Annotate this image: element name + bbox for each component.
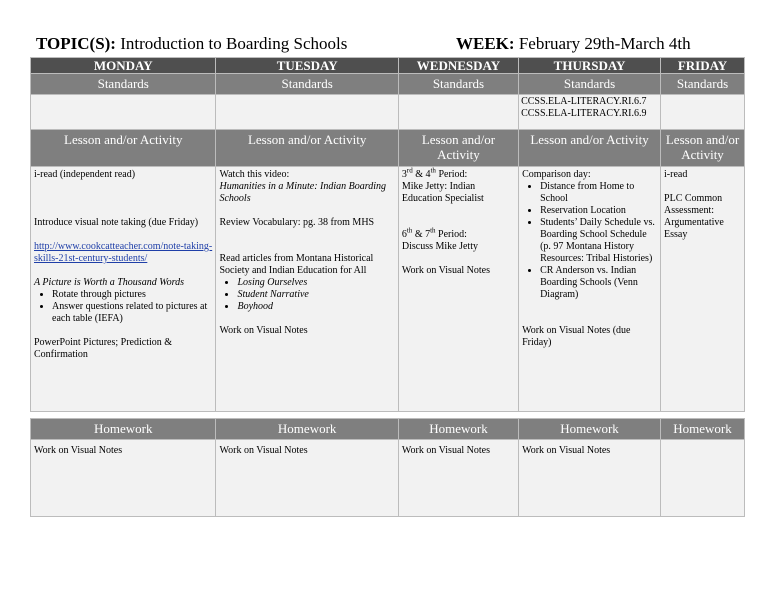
week-value: February 29th-March 4th (518, 34, 691, 53)
lesson-thursday (519, 167, 661, 412)
standards-header-thursday: Standards (519, 74, 661, 95)
lesson-header-row (31, 130, 745, 167)
homework-monday: Work on Visual Notes (31, 440, 216, 517)
lesson-header-monday: Lesson and/or Activity (31, 130, 216, 167)
lesson-text: i-read (independent read) (34, 169, 136, 180)
lesson-header-wednesday: Lesson and/or Activity (398, 130, 518, 167)
lesson-header-tuesday: Lesson and/or Activity (216, 130, 398, 167)
lesson-header-friday: Lesson and/or Activity (661, 130, 745, 167)
video-title: Humanities in a Minute: Indian Boarding Schools (219, 181, 387, 204)
standards-friday (661, 95, 745, 130)
lesson-text: Read articles from Montana Historical Society and Indian Education for All (219, 253, 374, 276)
lesson-friday (661, 167, 745, 412)
week-line (456, 34, 691, 56)
period-heading: 6th & 7th Period: (401, 226, 467, 240)
standards-header-wednesday: Standards (398, 74, 518, 95)
list-item: • Reservation Location (540, 205, 657, 217)
homework-tuesday: Work on Visual Notes (216, 440, 398, 517)
resource-link[interactable]: http://www.cookcatteacher.com/note-taking-skills-21st-century-students/ (34, 241, 213, 264)
lesson-text: Watch this video: (219, 169, 290, 180)
homework-thursday: Work on Visual Notes (519, 440, 661, 517)
homework-header-row (31, 419, 745, 440)
lesson-text: Mike Jetty: Indian Education Specialist (401, 181, 484, 204)
day-friday: FRIDAY (661, 58, 745, 74)
lesson-plan-table (30, 57, 745, 517)
lesson-header-thursday: Lesson and/or Activity (519, 130, 661, 167)
topic-value: Introduction to Boarding Schools (120, 34, 348, 53)
lesson-monday (31, 167, 216, 412)
period-heading: 3rd & 4th Period: (401, 166, 468, 180)
homework-header-friday: Homework (661, 419, 745, 440)
list-item: Student Narrative (237, 289, 309, 300)
topic-line (36, 34, 347, 56)
lesson-row (31, 167, 745, 412)
homework-wednesday: Work on Visual Notes (398, 440, 518, 517)
list-item: • Answer questions related to pictures at each table (IEFA) (52, 301, 212, 325)
lesson-text: Work on Visual Notes (401, 265, 490, 276)
activity-list (34, 289, 212, 325)
standards-row (31, 95, 745, 130)
lesson-text: Work on Visual Notes (due Friday) (522, 325, 631, 348)
lesson-tuesday (216, 167, 398, 412)
standards-monday (31, 95, 216, 130)
standards-header-friday: Standards (661, 74, 745, 95)
lesson-text: Discuss Mike Jetty (401, 241, 478, 252)
lesson-text: PowerPoint Pictures; Prediction & Confirmation (34, 337, 173, 360)
topic-label: TOPIC(S): (36, 34, 116, 53)
standards-header-tuesday: Standards (216, 74, 398, 95)
lesson-text: Work on Visual Notes (219, 325, 308, 336)
lesson-text: Introduce visual note taking (due Friday) (34, 217, 199, 228)
standard-code: CCSS.ELA-LITERACY.RI.6.7 (521, 96, 647, 107)
homework-friday (661, 440, 745, 517)
lesson-wednesday (398, 167, 518, 412)
day-monday: MONDAY (31, 58, 216, 74)
list-item: • Students’ Daily Schedule vs. Boarding School Schedule (p. 97 Montana History Resources: Tribal Histories) (540, 217, 657, 265)
standards-tuesday (216, 95, 398, 130)
article-list (219, 277, 394, 313)
day-tuesday: TUESDAY (216, 58, 398, 74)
list-item: • CR Anderson vs. Indian Boarding Schools (Venn Diagram) (540, 265, 657, 301)
homework-header-wednesday: Homework (398, 419, 518, 440)
standards-wednesday (398, 95, 518, 130)
comparison-list (522, 181, 657, 301)
list-item: • Distance from Home to School (540, 181, 657, 205)
day-header-row (31, 58, 745, 74)
lesson-text: i-read (664, 169, 688, 180)
lesson-text: Comparison day: (522, 169, 591, 180)
lesson-text: PLC Common Assessment: Argumentative Essay (664, 193, 724, 240)
week-label: WEEK: (456, 34, 515, 53)
activity-title: A Picture is Worth a Thousand Words (34, 277, 185, 288)
standards-thursday (519, 95, 661, 130)
homework-header-thursday: Homework (519, 419, 661, 440)
standards-header-monday: Standards (31, 74, 216, 95)
homework-row (31, 440, 745, 517)
day-wednesday: WEDNESDAY (398, 58, 518, 74)
lesson-text: Review Vocabulary: pg. 38 from MHS (219, 217, 375, 228)
list-item: Boyhood (237, 301, 274, 312)
homework-header-monday: Homework (31, 419, 216, 440)
list-item: Losing Ourselves (237, 277, 308, 288)
homework-header-tuesday: Homework (216, 419, 398, 440)
list-item: • Rotate through pictures (52, 289, 212, 301)
standard-code: CCSS.ELA-LITERACY.RI.6.9 (521, 108, 647, 119)
day-thursday: THURSDAY (519, 58, 661, 74)
standards-header-row (31, 74, 745, 95)
